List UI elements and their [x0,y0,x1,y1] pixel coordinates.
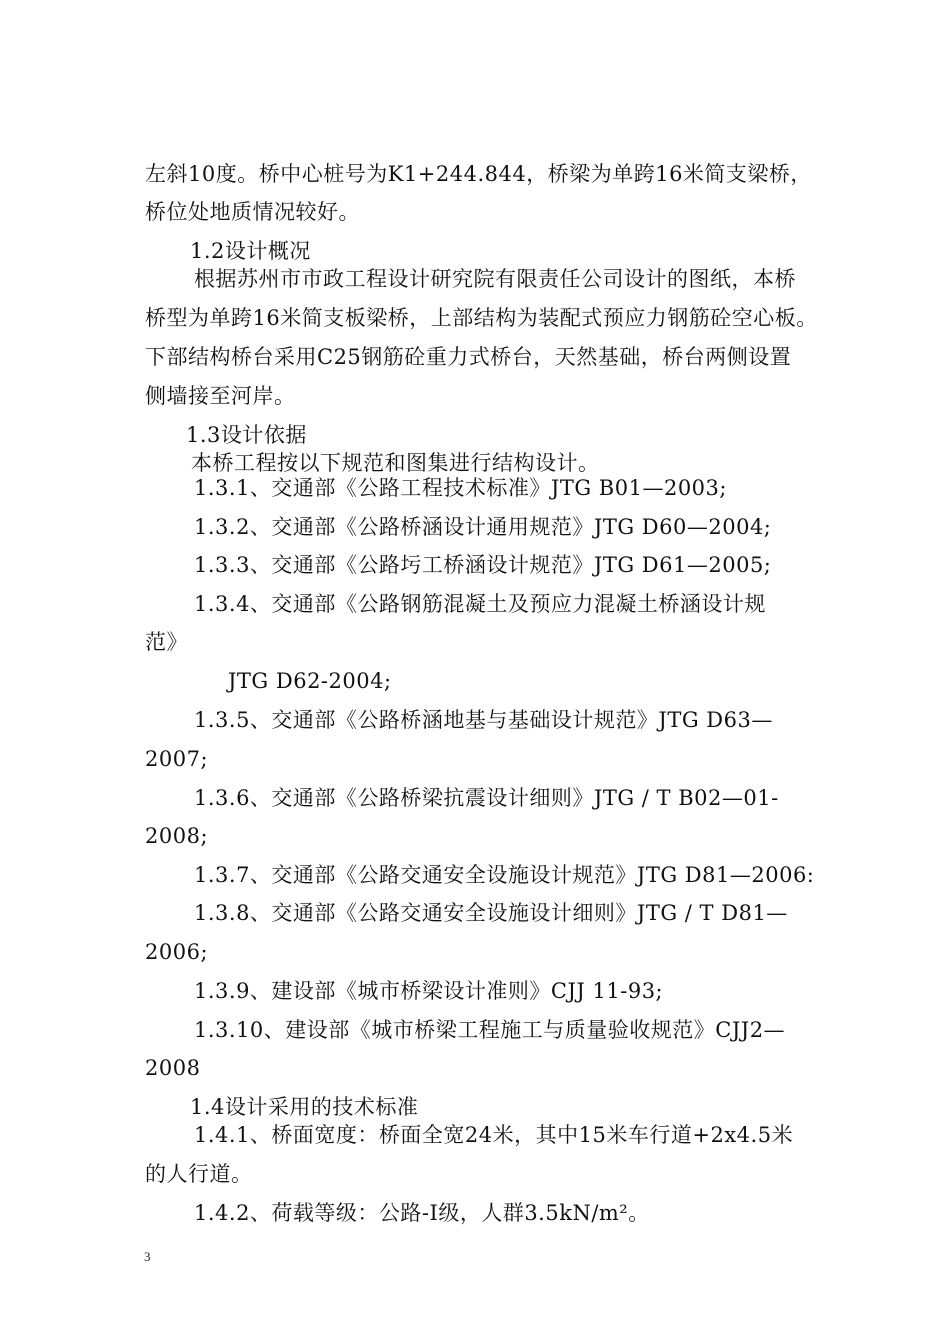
list-item-continuation: 2007; [145,747,209,771]
text-line: 本桥工程按以下规范和图集进行结构设计。 [191,451,600,475]
list-item-continuation: 范》 [145,630,188,654]
list-item: 1.3.2、交通部《公路桥涵设计通用规范》JTG D60—2004; [194,515,772,539]
list-item-continuation: 2006; [145,940,209,964]
list-item: 1.3.4、交通部《公路钢筋混凝土及预应力混凝土桥涵设计规 [194,592,766,616]
page-number: 3 [144,1249,151,1264]
list-item: 1.3.5、交通部《公路桥涵地基与基础设计规范》JTG D63— [194,708,773,732]
section-heading: 1.2设计概况 [190,239,311,263]
section-heading: 1.3设计依据 [186,423,307,447]
list-item: 1.4.1、桥面宽度：桥面全宽24米，其中15米车行道+2x4.5米 [194,1123,794,1147]
list-item-continuation: 2008 [145,1056,201,1080]
list-item: 1.3.3、交通部《公路圬工桥涵设计规范》JTG D61—2005; [194,553,772,577]
list-item-continuation: 的人行道。 [145,1162,253,1186]
text-line: 下部结构桥台采用C25钢筋砼重力式桥台，天然基础，桥台两侧设置 [145,345,792,369]
text-line: 根据苏州市市政工程设计研究院有限责任公司设计的图纸，本桥 [194,267,796,291]
text-line: 桥位处地质情况较好。 [145,200,360,224]
text-line: 桥型为单跨16米简支板梁桥，上部结构为装配式预应力钢筋砼空心板。 [145,306,818,330]
section-heading: 1.4设计采用的技术标准 [190,1095,419,1119]
list-item: 1.3.10、建设部《城市桥梁工程施工与质量验收规范》CJJ2— [194,1018,786,1042]
list-item: 1.3.8、交通部《公路交通安全设施设计细则》JTG / T D81— [194,901,788,925]
list-item-continuation: JTG D62-2004; [228,669,392,693]
list-item: 1.3.6、交通部《公路桥梁抗震设计细则》JTG / T B02—01- [194,786,779,810]
list-item: 1.3.9、建设部《城市桥梁设计准则》CJJ 11-93; [194,979,664,1003]
text-line: 侧墙接至河岸。 [145,384,296,408]
list-item: 1.3.1、交通部《公路工程技术标准》JTG B01—2003; [194,476,727,500]
text-line: 左斜10度。桥中心桩号为K1+244.844，桥梁为单跨16米简支梁桥， [145,162,812,186]
list-item-continuation: 2008; [145,824,209,848]
list-item: 1.3.7、交通部《公路交通安全设施设计规范》JTG D81—2006: [194,863,815,887]
list-item: 1.4.2、荷载等级：公路-I级，人群3.5kN/m²。 [194,1201,650,1225]
